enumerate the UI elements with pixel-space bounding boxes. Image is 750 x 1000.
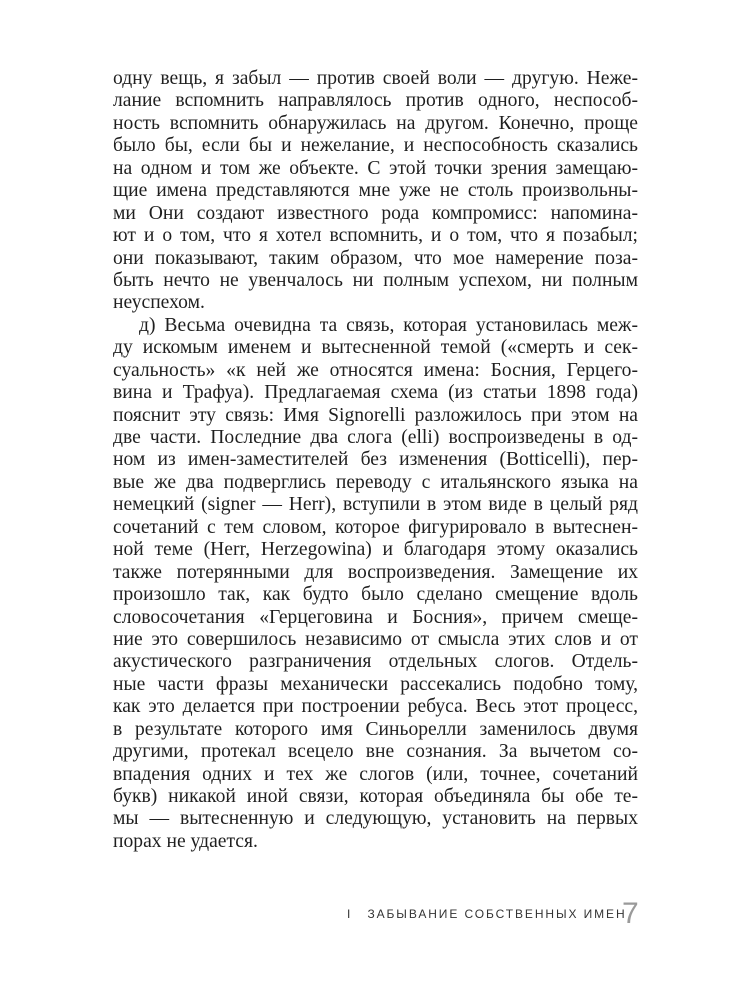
text-line: ном из имен-заместителей без изменения (Botticelli), пер- bbox=[113, 449, 638, 471]
text-line: лание вспомнить направлялось против одного, неспособ- bbox=[113, 90, 638, 112]
text-line: две части. Последние два слога (elli) воспроизведены в од- bbox=[113, 427, 638, 448]
text-line: пояснит эту связь: Имя Signorelli разложилось при этом на bbox=[113, 404, 638, 426]
text-line: ные части фразы механически рассекались подобно тому, bbox=[113, 673, 638, 695]
text-line: порах не удается. bbox=[113, 830, 258, 852]
text-line: ют и о том, что я хотел вспомнить, и о том, что я позабыл; bbox=[113, 225, 638, 247]
text-line: ность вспомнить обнаружилась на другом. Конечно, проще bbox=[113, 112, 638, 134]
text-line: они показывают, таким образом, что мое намерение поза- bbox=[113, 247, 638, 269]
text-line: произошло так, как будто было сделано смещение вдоль bbox=[113, 584, 638, 606]
text-line: впадения одних и тех же слогов (или, точнее, сочетаний bbox=[113, 763, 638, 785]
text-line: было бы, если бы и нежелание, и неспособность сказались bbox=[113, 135, 638, 157]
section-number: I bbox=[347, 907, 353, 921]
text-line: ние это совершилось независимо от смысла этих слов и от bbox=[113, 628, 638, 650]
text-line: акустического разграничения отдельных слогов. Отдель- bbox=[113, 651, 638, 673]
text-line: неуспехом. bbox=[113, 292, 205, 314]
text-line: другими, протекал всецело вне сознания. За вычетом со- bbox=[113, 741, 638, 763]
text-line: как это делается при построении ребуса. Весь этот процесс, bbox=[113, 696, 638, 718]
text-line: в результате которого имя Синьорелли заменилось двумя bbox=[113, 718, 638, 740]
running-footer bbox=[347, 907, 627, 921]
section-title: ЗАБЫВАНИЕ СОБСТВЕННЫХ ИМЕН bbox=[367, 907, 627, 921]
text-line: одну вещь, я забыл — против своей воли — другую. Неже- bbox=[113, 68, 638, 89]
text-line: вые же два подверглись переводу с итальянского языка на bbox=[113, 471, 638, 493]
paragraph bbox=[113, 315, 638, 854]
text-line: д) Весьма очевидна та связь, которая установилась меж- bbox=[139, 314, 638, 336]
text-line: вина и Трафуа). Предлагаемая схема (из статьи 1898 года) bbox=[113, 382, 638, 404]
text-line: на одном и том же объекте. С этой точки зрения замещаю- bbox=[113, 157, 638, 179]
text-line: ной теме (Herr, Herzegowina) и благодаря этому оказались bbox=[113, 539, 638, 561]
text-line: словосочетания «Герцеговина и Босния», причем смеще- bbox=[113, 606, 638, 628]
text-line: ми Они создают известного рода компромисс: напомина- bbox=[113, 202, 638, 224]
text-line: суальность» «к ней же относятся имена: Босния, Герцего- bbox=[113, 359, 638, 381]
text-line: щие имена представляются мне уже не столь произвольны- bbox=[113, 180, 638, 202]
text-line: сочетаний с тем словом, которое фигурировало в вытеснен- bbox=[113, 516, 638, 538]
page-body bbox=[113, 68, 638, 853]
text-line: быть нечто не увенчалось ни полным успехом, ни полным bbox=[113, 269, 638, 291]
text-line: букв) никакой иной связи, которая объединяла бы обе те- bbox=[113, 786, 638, 807]
text-line: также потерянными для воспроизведения. Замещение их bbox=[113, 561, 638, 583]
text-line: мы — вытесненную и следующую, установить на первых bbox=[113, 808, 638, 830]
page-number: 7 bbox=[622, 897, 639, 930]
text-line: немецкий (signer — Herr), вступили в этом виде в целый ряд bbox=[113, 494, 638, 516]
text-line: ду искомым именем и вытесненной темой («смерть и сек- bbox=[113, 337, 638, 359]
paragraph bbox=[113, 68, 638, 315]
